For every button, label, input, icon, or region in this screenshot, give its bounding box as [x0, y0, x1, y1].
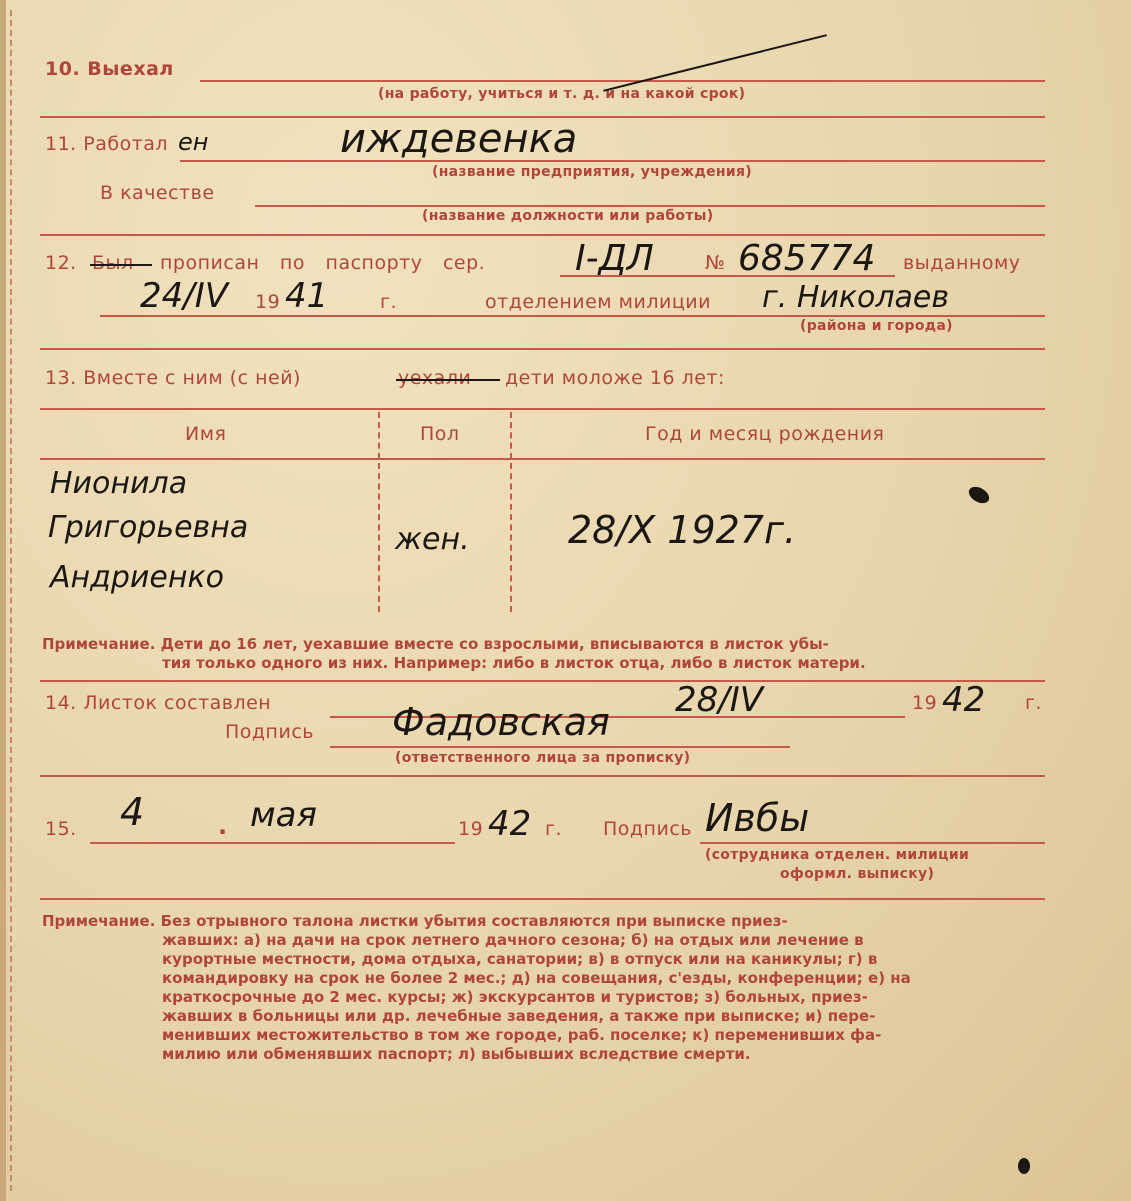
section-10-line: [200, 80, 1045, 82]
section-14-year: 42: [942, 680, 986, 720]
column-header-dob: Год и месяц рождения: [645, 423, 885, 445]
perforation-line: [10, 10, 12, 1191]
section-12-number: 12.: [45, 252, 77, 274]
paper-left-edge: [0, 0, 6, 1201]
section-15-dot: .: [218, 812, 228, 840]
section-14-signature: Фадовская: [392, 700, 610, 744]
section-15-label: 15.: [45, 818, 77, 840]
section-15-year: 42: [488, 804, 532, 844]
section-12-date: 24/IV: [140, 276, 229, 316]
section-12-text: прописан по паспорту сер.: [160, 252, 486, 274]
section-11-position-line: [255, 205, 1045, 207]
divider-6: [40, 898, 1045, 900]
section-14-signature-label: Подпись: [225, 721, 314, 743]
note-2-line: менивших местожительство в том же городе, раб. поселке; к) переменивших фа-: [162, 1026, 882, 1044]
divider-5: [40, 775, 1045, 777]
column-header-sex: Пол: [420, 423, 460, 445]
section-14-date: 28/IV: [675, 680, 764, 720]
child-first-name: Нионила: [50, 466, 188, 501]
note-2-line: курортные местности, дома отдыха, санатории; в) в отпуск или на каникулы; г) в: [162, 950, 878, 968]
child-birth-date: 28/X 1927г.: [568, 508, 797, 552]
section-12-by: отделением милиции: [485, 291, 711, 313]
divider-3: [40, 348, 1045, 350]
section-12-line-2: [100, 315, 1045, 317]
section-14-caption: (ответственного лица за прописку): [395, 750, 691, 766]
section-15-day: 4: [120, 790, 145, 834]
section-13-struck-word: уехали: [398, 367, 472, 389]
ink-blot: [1018, 1158, 1030, 1174]
section-15-caption-1: (сотрудника отделен. милиции: [705, 847, 970, 863]
note-1: [42, 635, 866, 673]
section-11-caption-1: (название предприятия, учреждения): [432, 164, 752, 180]
note-2-line: командировку на срок не более 2 мес.; д) на совещания, с'езды, конференции; е) на: [162, 969, 911, 987]
table-top-border: [40, 408, 1045, 410]
divider-2: [40, 234, 1045, 236]
section-15-g: г.: [545, 818, 563, 840]
note-1-line-2: тия только одного из них. Например: либо в листок отца, либо в листок матери.: [162, 654, 866, 672]
child-sex: жен.: [395, 522, 470, 557]
section-14-year-prefix: 19: [912, 692, 938, 714]
section-11-label: 11. Работал: [45, 133, 169, 155]
section-12-issued: выданному: [903, 252, 1021, 274]
section-11-employer: иждевенка: [340, 116, 578, 162]
section-12-line-1: [560, 275, 895, 277]
table-col-divider-2: [510, 412, 512, 612]
note-2-line: милию или обменявших паспорт; л) выбывших вследствие смерти.: [162, 1045, 751, 1063]
section-12-passport-number: 685774: [738, 238, 876, 279]
table-header-border: [40, 458, 1045, 460]
section-12-strike: [90, 264, 152, 266]
section-15-line-2: [700, 842, 1045, 844]
section-12-struck-word: Был: [92, 252, 134, 274]
note-1-line-1: Примечание. Дети до 16 лет, уехавшие вместе со взрослыми, вписываются в листок убы-: [42, 635, 829, 653]
section-11-prefix: ен: [178, 128, 209, 156]
section-14-line-2: [330, 746, 790, 748]
table-col-divider-1: [378, 412, 380, 612]
section-12-g: г.: [380, 291, 398, 313]
section-10-label: 10. Выехал: [45, 58, 174, 80]
column-header-name: Имя: [185, 423, 227, 445]
section-13-rest: дети моложе 16 лет:: [505, 367, 725, 389]
section-10-caption: (на работу, учиться и т. д. и на какой срок): [378, 86, 746, 102]
section-11-line: [180, 160, 1045, 162]
note-2: [42, 912, 1042, 1064]
section-15-signature: Ивбы: [705, 796, 810, 840]
section-13-label: 13. Вместе с ним (с ней): [45, 367, 301, 389]
section-12-year: 41: [285, 276, 329, 316]
section-15-signature-label: Подпись: [603, 818, 692, 840]
section-13-strike: [396, 379, 500, 381]
section-14-label: 14. Листок составлен: [45, 692, 272, 714]
child-patronymic: Григорьевна: [48, 510, 249, 545]
section-10-cross-stroke: [603, 34, 827, 92]
section-15-caption-2: оформл. выписку): [780, 866, 935, 882]
section-11-caption-2: (название должности или работы): [422, 208, 714, 224]
section-12-year-prefix: 19: [255, 291, 281, 313]
section-15-year-prefix: 19: [458, 818, 484, 840]
section-14-g: г.: [1025, 692, 1043, 714]
section-12-place: г. Николаев: [762, 280, 950, 315]
section-15-line-1: [90, 842, 455, 844]
ink-blot: [966, 483, 992, 506]
divider-4: [40, 680, 1045, 682]
section-15-month: мая: [250, 795, 317, 835]
section-11-position-label: В качестве: [100, 182, 215, 204]
section-12-series: I-ДЛ: [575, 238, 654, 279]
child-surname: Андриенко: [50, 560, 224, 595]
section-12-number-sign: №: [705, 252, 726, 274]
note-2-line: жавших в больницы или др. лечебные заведения, а также при выписке; и) пере-: [162, 1007, 876, 1025]
section-12-caption: (района и города): [800, 318, 953, 334]
note-2-line: краткосрочные до 2 мес. курсы; ж) экскурсантов и туристов; з) больных, приез-: [162, 988, 868, 1006]
note-2-line: жавших: а) на дачи на срок летнего дачного сезона; б) на отдых или лечение в: [162, 931, 864, 949]
note-2-line: Примечание. Без отрывного талона листки убытия составляются при выписке приез-: [42, 912, 788, 930]
